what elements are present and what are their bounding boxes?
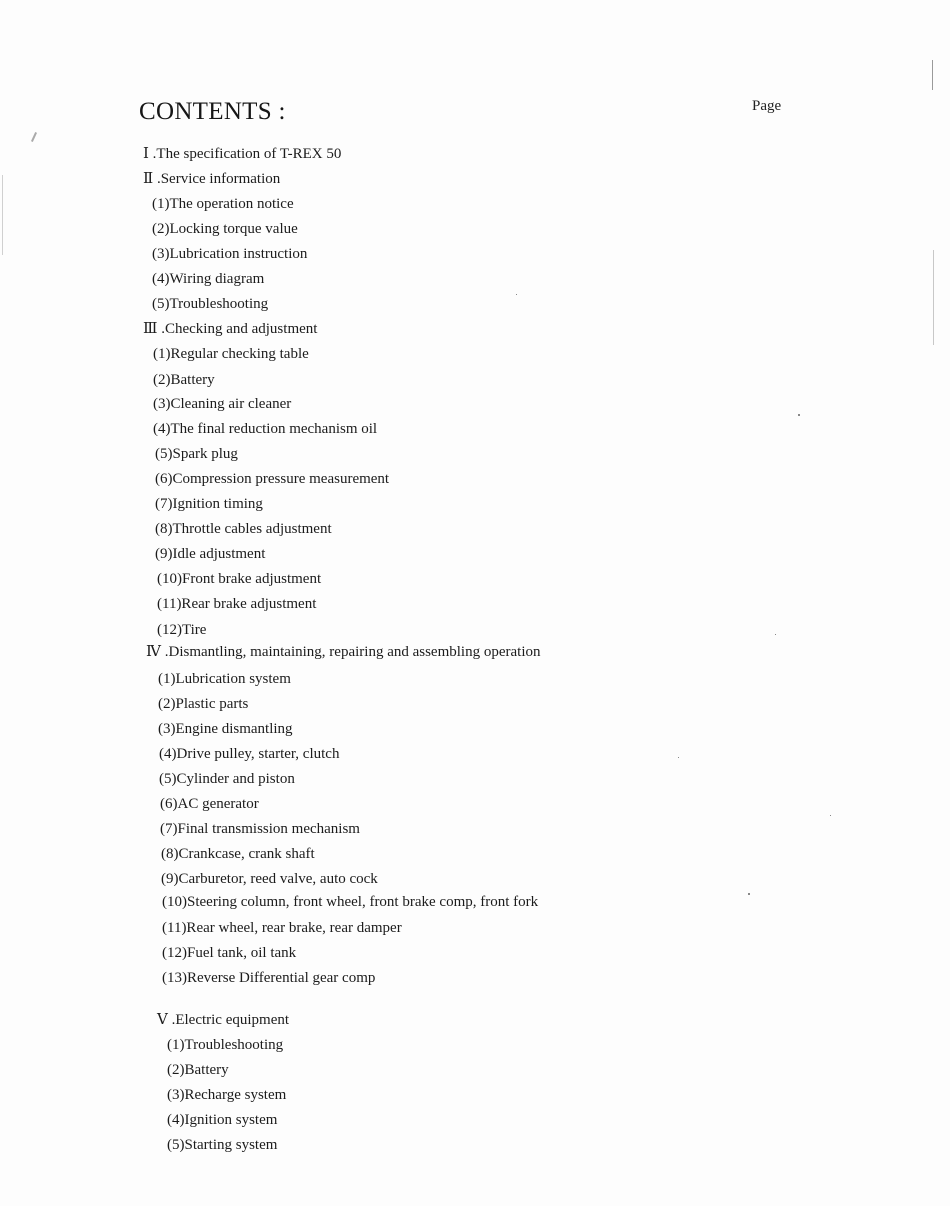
toc-item: (5)Cylinder and piston <box>159 771 295 787</box>
toc-item: (5)Spark plug <box>155 446 238 462</box>
toc-item: (1)Troubleshooting <box>167 1037 284 1053</box>
toc-item: (7)Ignition timing <box>155 496 263 512</box>
toc-item: (8)Throttle cables adjustment <box>155 521 332 537</box>
section-heading-3: Ⅲ .Checking and adjustment <box>143 321 318 337</box>
toc-item: (6)AC generator <box>160 796 259 812</box>
toc-item: (2)Locking torque value <box>152 221 298 237</box>
section-heading-1: Ⅰ .The specification of T-REX 50 <box>143 146 342 162</box>
toc-item: (10)Front brake adjustment <box>157 571 322 587</box>
toc-item: (2)Battery <box>153 372 215 388</box>
toc-item: (5)Troubleshooting <box>152 296 269 312</box>
toc-item: (10)Steering column, front wheel, front brake comp, front fork <box>162 894 539 910</box>
toc-item: (2)Battery <box>167 1062 229 1078</box>
toc-item: (4)Wiring diagram <box>152 271 265 287</box>
toc-item: (2)Plastic parts <box>158 696 249 712</box>
toc-item: (3)Lubrication instruction <box>152 246 308 262</box>
toc-item: (11)Rear brake adjustment <box>157 596 317 612</box>
scan-edge-mark <box>932 60 933 90</box>
toc-item: (1)The operation notice <box>152 196 294 212</box>
toc-item: (13)Reverse Differential gear comp <box>162 970 376 986</box>
scan-speck <box>678 757 679 758</box>
toc-item: (4)Drive pulley, starter, clutch <box>159 746 340 762</box>
toc-item: (5)Starting system <box>167 1137 278 1153</box>
toc-item: (9)Idle adjustment <box>155 546 266 562</box>
scan-speck <box>748 893 750 895</box>
toc-item: (1)Lubrication system <box>158 671 291 687</box>
toc-item: (1)Regular checking table <box>153 346 309 362</box>
toc-item: (4)Ignition system <box>167 1112 278 1128</box>
toc-item: (3)Cleaning air cleaner <box>153 396 292 412</box>
toc-item: (6)Compression pressure measurement <box>155 471 390 487</box>
toc-item: (12)Fuel tank, oil tank <box>162 945 297 961</box>
toc-item: (11)Rear wheel, rear brake, rear damper <box>162 920 402 936</box>
scan-speck <box>798 414 800 416</box>
toc-item: (3)Engine dismantling <box>158 721 293 737</box>
scan-speck <box>516 294 517 295</box>
toc-item: (4)The final reduction mechanism oil <box>153 421 378 437</box>
toc-item: (12)Tire <box>157 622 207 638</box>
scan-speck <box>31 132 37 142</box>
toc-item: (3)Recharge system <box>167 1087 287 1103</box>
section-heading-4: Ⅳ .Dismantling, maintaining, repairing and assembling operation <box>146 644 541 660</box>
scan-speck <box>775 634 776 635</box>
scan-edge-mark <box>2 175 3 255</box>
section-heading-5: Ⅴ .Electric equipment <box>157 1012 290 1028</box>
toc-item: (7)Final transmission mechanism <box>160 821 360 837</box>
section-heading-2: Ⅱ .Service information <box>143 171 281 187</box>
scan-edge-mark <box>933 250 934 345</box>
page-title: CONTENTS : <box>139 98 286 125</box>
page-column-label: Page <box>752 98 782 114</box>
scan-speck <box>830 815 831 816</box>
toc-item: (9)Carburetor, reed valve, auto cock <box>161 871 378 887</box>
toc-item: (8)Crankcase, crank shaft <box>161 846 315 862</box>
